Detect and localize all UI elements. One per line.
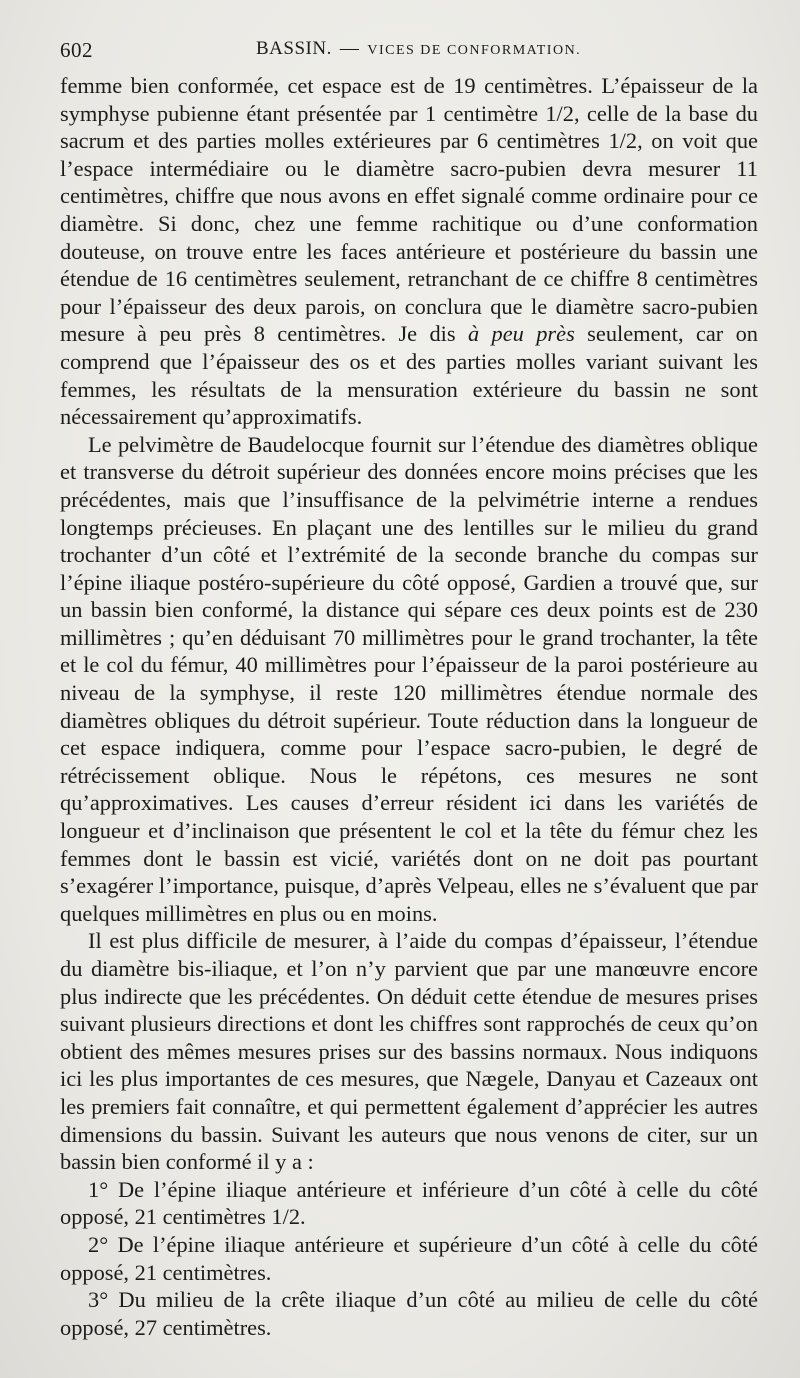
paragraph-pelvimetre: Le pelvimètre de Baudelocque fournit sur l’étendue des diamètres oblique et transverse du détroit supérieur des données encore moins précises que les précédentes, mais que l’insuffisance de la pelvimétrie interne a rendues longtemps précieuses. En plaçant une des lentilles sur le milieu du grand trochanter d’un côté et l’extrémité de la seconde branche du compas sur l’épine iliaque postéro-supérieure du côté opposé, Gardien a trouvé que, sur un bassin bien conformé, la distance qui sépare ces deux points est de 230 millimètres ; qu’en déduisant 70 millimètres pour le grand trochanter, la tête et le col du fémur, 40 millimètres pour l’épaisseur de la paroi postérieure au niveau de la symphyse, il reste 120 millimètres étendue normale des diamètres obliques du détroit supérieur. Toute réduction dans la longueur de cet espace indiquera, comme pour l’espace sacro-pubien, le degré de rétrécissement oblique. Nous le répétons, ces mesures ne sont qu’approximatives. Les causes d’erreur résident ici dans les variétés de longueur et d’inclinaison que présentent le col et la tête du fémur chez les femmes dont le bassin est vicié, variétés dont on ne doit pas pourtant s’exagérer l’importance, puisque, d’après Velpeau, elles ne s’évaluent que par quelques millimètres en plus ou en moins. (60, 431, 758, 926)
section-title: VICES DE CONFORMATION. (367, 43, 582, 58)
paragraph-bis-iliaque: Il est plus difficile de mesurer, à l’aide du compas d’épaisseur, l’étendue du diamètre bis-iliaque, et l’on n’y parvient que par une manœuvre encore plus indirecte que les précédentes. On déduit cette étendue de mesures prises suivant plusieurs directions et dont les chiffres sont rapprochés de ceux qu’on obtient des mêmes mesures prises sur des bassins normaux. Nous indiquons ici les plus importantes de ces mesures, que Nægele, Danyau et Cazeaux ont les premiers fait connaître, et qui permettent également d’apprécier les autres dimensions du bassin. Suivant les auteurs que nous venons de citer, sur un bassin bien conformé il y a : (60, 928, 758, 1175)
title-separator: — (339, 38, 360, 59)
paragraph-text: femme bien conformée, cet espace est de 19 centimètres. L’épaisseur de la symphyse pubienne étant présentée par 1 centimètre 1/2, celle de la base du sacrum et des parties molles extérieures par 6 centimètres 1/2, on voit que l’espace intermédiaire ou le diamètre sacro-pubien devra mesurer 11 centimètres, chiffre que nous avons en effet signalé comme ordinaire pour ce diamètre. Si donc, chez une femme rachitique ou d’une conformation douteuse, on trouve entre les faces antérieure et postérieure du bassin une étendue de 16 centimètres seulement, retranchant de ce chiffre 8 centimètres pour l’épaisseur des deux parois, on conclura que le diamètre sacro-pubien mesure à peu près 8 centimètres. Je dis (60, 73, 758, 347)
paragraph-text: seulement, car on comprend que l’épaisseur des os et des parties molles variant suivant les femmes, les résultats de la mensuration extérieure du bassin ne sont nécessairement qu’approximatifs. (60, 321, 759, 430)
list-item-1: 1° De l’épine iliaque antérieure et inférieure d’un côté à celle du côté opposé, 21 centimètres 1/2. (60, 1176, 758, 1230)
list-item-3: 3° Du milieu de la crête iliaque d’un côté au milieu de celle du côté opposé, 27 centimètres. (60, 1287, 758, 1340)
running-title (256, 38, 581, 60)
paragraph-continued (60, 72, 758, 431)
chapter-title: BASSIN. (256, 38, 332, 59)
running-head (60, 38, 758, 72)
body-text (60, 72, 758, 1341)
emphasis-text: à peu près (467, 321, 575, 347)
list-item-2: 2° De l’épine iliaque antérieure et supérieure d’un côté à celle du côté opposé, 21 centimètres. (60, 1231, 758, 1285)
page-number: 602 (60, 38, 93, 62)
